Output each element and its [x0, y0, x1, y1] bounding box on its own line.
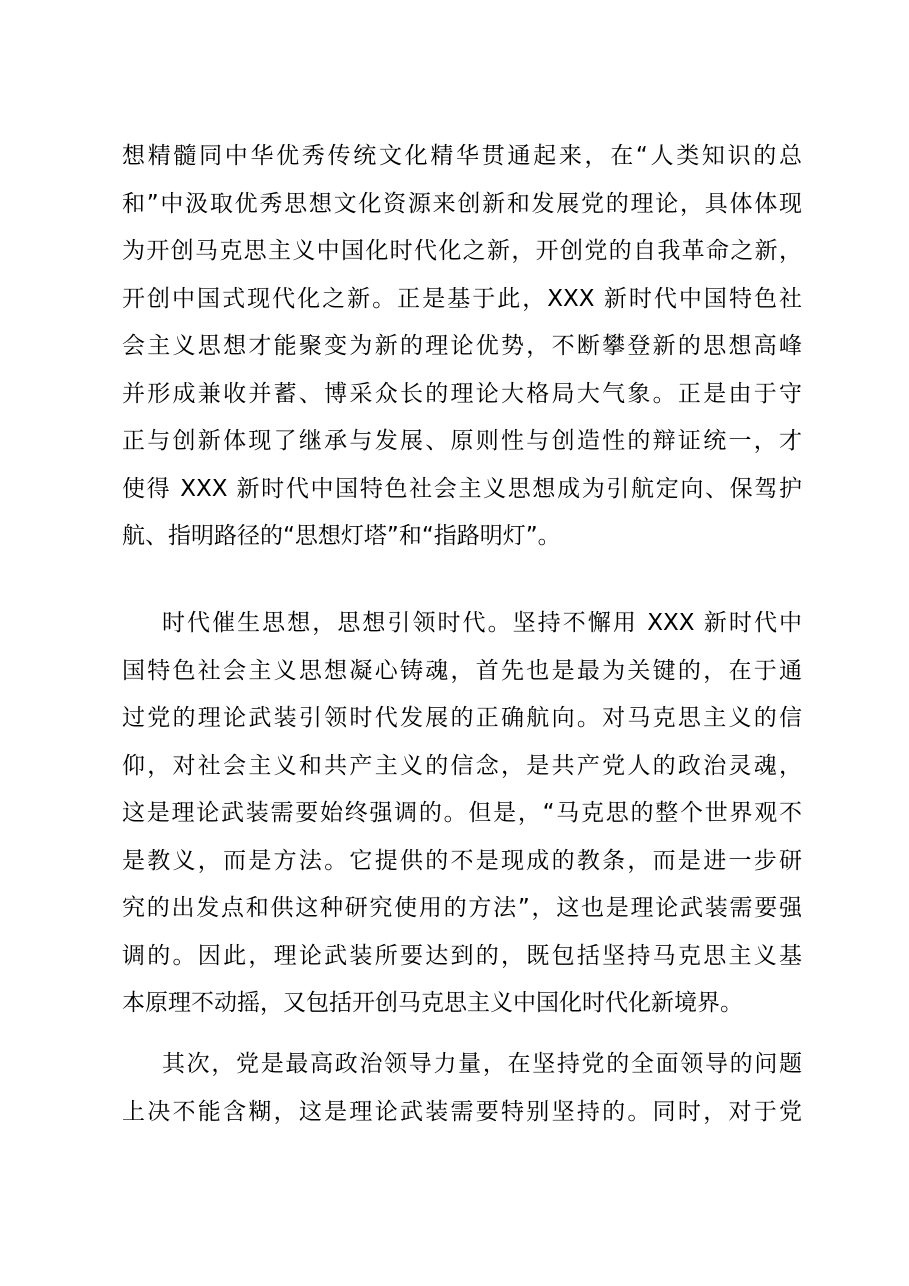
- text-line: 和”中汲取优秀思想文化资源来创新和发展党的理论，具体体现: [122, 190, 802, 217]
- text-line: 想精髓同中华优秀传统文化精华贯通起来，在“人类知识的总: [122, 143, 802, 169]
- text-line: 会主义思想才能聚变为新的理论优势，不断攀登新的思想高峰: [122, 333, 802, 359]
- text-line: 究的出发点和供这种研究使用的方法”，这也是理论武装需要强: [122, 895, 802, 921]
- text-line: 其次，党是最高政治领导力量，在坚持党的全面领导的问题: [162, 1051, 802, 1077]
- text-line: 并形成兼收并蓄、博采众长的理论大格局大气象。正是由于守: [122, 380, 802, 407]
- text-line: 为开创马克思主义中国化时代化之新，开创党的自我革命之新，: [122, 238, 802, 264]
- text-line: 调的。因此，理论武装所要达到的，既包括坚持马克思主义基: [122, 942, 802, 969]
- text-line: 是教义，而是方法。它提供的不是现成的教条，而是进一步研: [122, 847, 802, 874]
- text-line: 航、指明路径的“思想灯塔”和“指路明灯”。: [122, 523, 561, 549]
- paragraph-1: [122, 133, 802, 561]
- text-line: 正与创新体现了继承与发展、原则性与创造性的辩证统一，才: [122, 428, 802, 454]
- text-line: 开创中国式现代化之新。正是基于此，XXX 新时代中国特色社: [122, 285, 802, 312]
- text-line: 过党的理论武装引领时代发展的正确航向。对马克思主义的信: [122, 705, 802, 731]
- text-line: 仰，对社会主义和共产主义的信念，是共产党人的政治灵魂，: [122, 752, 802, 779]
- text-line: 国特色社会主义思想凝心铸魂，首先也是最为关键的，在于通: [122, 657, 802, 684]
- text-line: 时代催生思想，思想引领时代。坚持不懈用 XXX 新时代中: [162, 610, 802, 636]
- text-line: 这是理论武装需要始终强调的。但是，“马克思的整个世界观不: [122, 800, 802, 826]
- text-line: 本原理不动摇，又包括开创马克思主义中国化时代化新境界。: [122, 990, 743, 1016]
- text-line: 使得 XXX 新时代中国特色社会主义思想成为引航定向、保驾护: [122, 475, 802, 502]
- paragraph-3: [122, 1041, 802, 1136]
- paragraph-2: [122, 600, 802, 1028]
- text-line: 上决不能含糊，这是理论武装需要特别坚持的。同时，对于党: [122, 1098, 802, 1125]
